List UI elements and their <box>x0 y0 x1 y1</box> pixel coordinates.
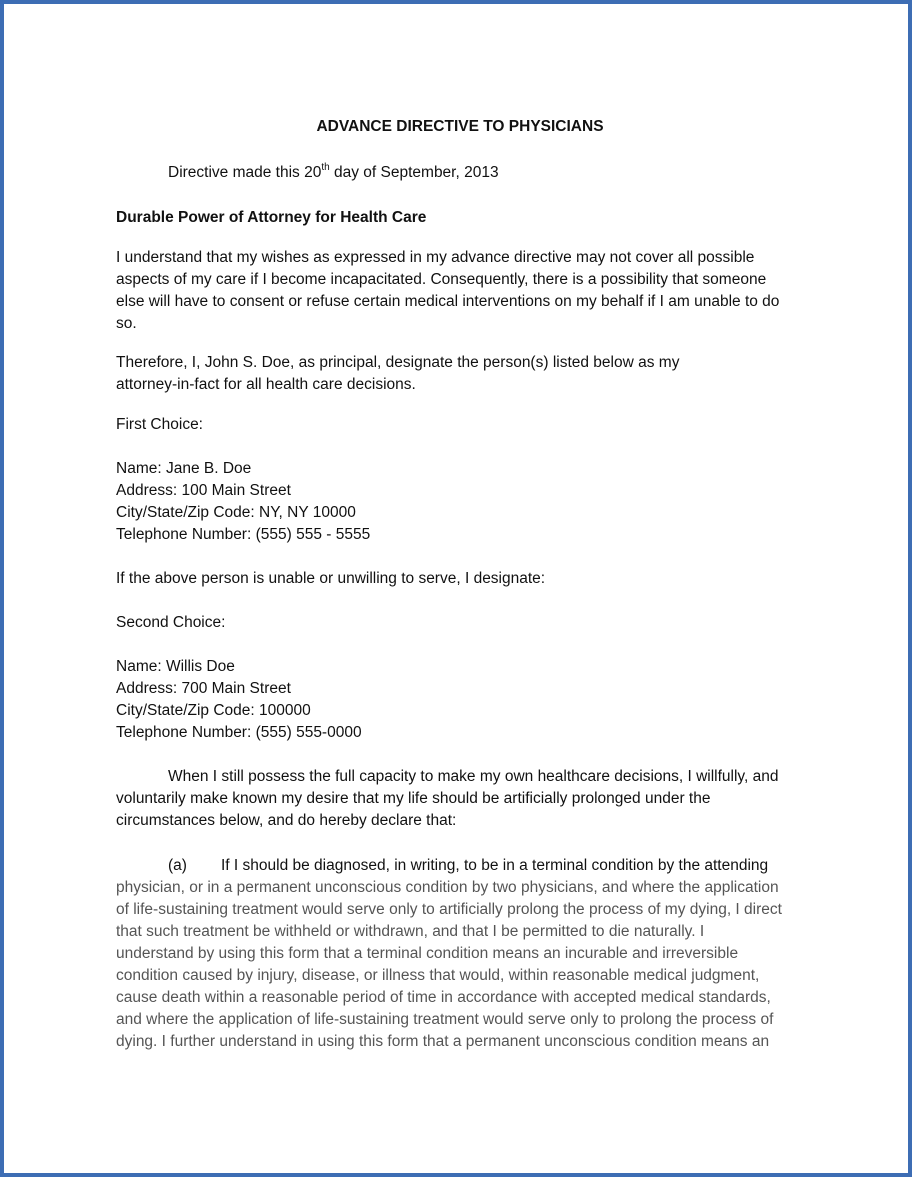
paragraph-line: aspects of my care if I become incapacitated. Consequently, there is a possibility that someone <box>116 271 767 288</box>
document-page <box>4 4 908 1173</box>
first-choice-city-state-zip: City/State/Zip Code: NY, NY 10000 <box>116 504 356 521</box>
paragraph-line: so. <box>116 315 137 332</box>
clause-a-body <box>116 877 836 1053</box>
first-choice-address: Address: 100 Main Street <box>116 482 291 499</box>
date-suffix: day of September, 2013 <box>329 164 499 181</box>
second-choice-label: Second Choice: <box>116 614 226 631</box>
first-choice-name: Name: Jane B. Doe <box>116 460 252 477</box>
section-heading: Durable Power of Attorney for Health Care <box>116 209 427 226</box>
document-body <box>4 4 908 1173</box>
clause-line: and where the application of life-sustaining treatment would serve only to prolong the process of <box>116 1011 774 1028</box>
clause-line: understand by using this form that a terminal condition means an incurable and irreversible <box>116 945 739 962</box>
paragraph-line: attorney-in-fact for all health care decisions. <box>116 376 416 393</box>
directive-date-line <box>168 162 499 184</box>
second-choice-telephone: Telephone Number: (555) 555-0000 <box>116 724 362 741</box>
clause-a-marker: (a) <box>168 857 187 874</box>
first-choice-label: First Choice: <box>116 416 203 433</box>
paragraph-line: I understand that my wishes as expressed in my advance directive may not cover all possible <box>116 249 755 266</box>
first-choice-details <box>116 458 836 546</box>
paragraph-line: circumstances below, and do hereby declare that: <box>116 812 457 829</box>
paragraph-declaration <box>116 766 836 832</box>
clause-line: condition caused by injury, disease, or illness that would, within reasonable medical judgment, <box>116 967 760 984</box>
clause-line: of life-sustaining treatment would serve only to artificially prolong the process of my dying, I direct <box>116 901 782 918</box>
first-choice-telephone: Telephone Number: (555) 555 - 5555 <box>116 526 371 543</box>
second-choice-city-state-zip: City/State/Zip Code: 100000 <box>116 702 311 719</box>
second-choice-name: Name: Willis Doe <box>116 658 235 675</box>
second-choice-details <box>116 656 836 744</box>
paragraph-line: Therefore, I, John S. Doe, as principal, designate the person(s) listed below as my <box>116 354 680 371</box>
alternate-designation-line: If the above person is unable or unwilling to serve, I designate: <box>116 570 546 587</box>
clause-line: physician, or in a permanent unconscious condition by two physicians, and where the application <box>116 879 779 896</box>
paragraph-designation <box>116 352 836 396</box>
clause-line: that such treatment be withheld or withdrawn, and that I be permitted to die naturally. I <box>116 923 705 940</box>
second-choice-address: Address: 700 Main Street <box>116 680 291 697</box>
date-superscript: th <box>321 161 330 173</box>
clause-a-first-line: If I should be diagnosed, in writing, to be in a terminal condition by the attending <box>221 857 769 874</box>
paragraph-line: voluntarily make known my desire that my life should be artificially prolonged under the <box>116 790 711 807</box>
paragraph-understanding <box>116 247 836 335</box>
clause-line: cause death within a reasonable period of time in accordance with accepted medical standards, <box>116 989 771 1006</box>
paragraph-line: When I still possess the full capacity to make my own healthcare decisions, I willfully, and <box>168 768 779 785</box>
document-title: ADVANCE DIRECTIVE TO PHYSICIANS <box>316 118 604 135</box>
paragraph-line: else will have to consent or refuse certain medical interventions on my behalf if I am unable to do <box>116 293 780 310</box>
date-prefix: Directive made this 20 <box>168 164 322 181</box>
clause-line: dying. I further understand in using this form that a permanent unconscious condition means an <box>116 1033 770 1050</box>
